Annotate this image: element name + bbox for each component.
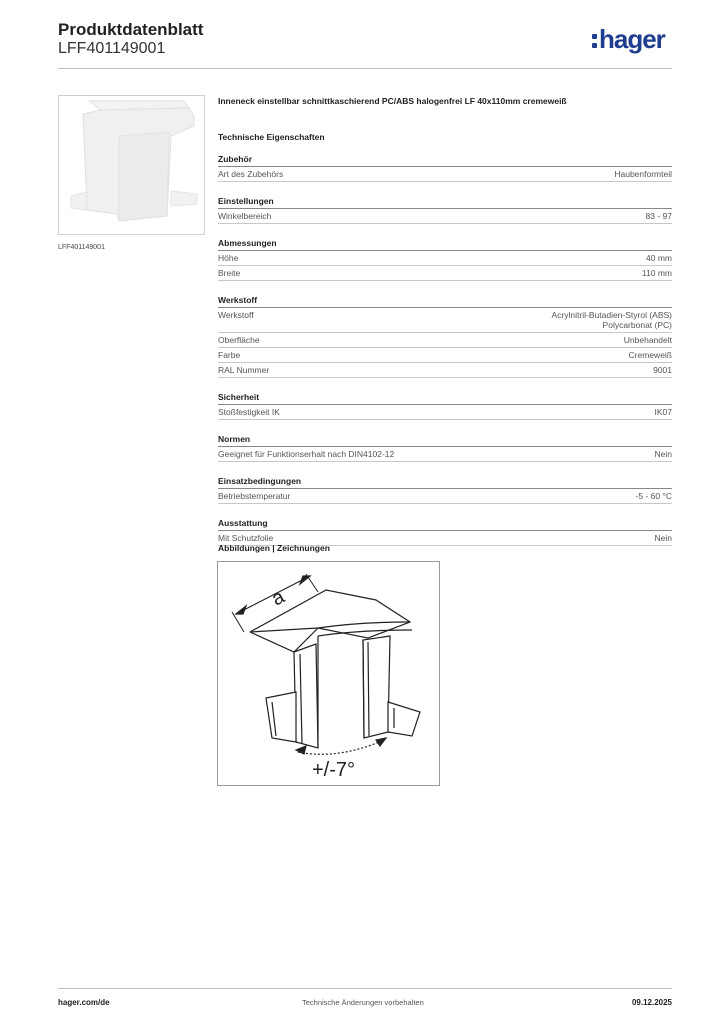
property-label: Winkelbereich [218,211,272,221]
property-value: Nein [654,449,672,459]
drawings-heading: Abbildungen | Zeichnungen [218,543,330,553]
hager-logo [592,24,676,54]
section [218,295,672,378]
section-title: Zubehör [218,154,252,164]
section [218,476,672,504]
section [218,434,672,462]
property-sections [218,154,672,546]
section-title: Abmessungen [218,238,277,248]
property-value: 40 mm [646,253,672,263]
property-row [218,266,672,281]
section [218,518,672,546]
property-label: Höhe [218,253,239,263]
section [218,392,672,420]
tech-properties-heading: Technische Eigenschaften [218,132,325,142]
property-row [218,333,672,348]
property-row [218,363,672,378]
article-number: LFF401149001 [58,40,166,57]
section-title: Sicherheit [218,392,260,402]
logo-dots-icon [592,34,597,52]
angle-label: +/-7° [312,759,356,781]
property-value: IK07 [654,407,672,417]
property-label: Oberfläche [218,335,260,345]
photo-caption: LFF401149001 [58,244,105,251]
footer-notice: Technische Änderungen vorbehalten [302,998,424,1007]
section-title: Einsatzbedingungen [218,476,302,486]
property-row [218,251,672,266]
property-label: Farbe [218,350,241,360]
property-label: Geeignet für Funktionserhalt nach DIN4102-12 [218,449,395,459]
property-value: Acrylnitril-Butadien-Styrol (ABS) Polycarbonat (PC) [551,310,672,330]
property-row [218,447,672,462]
property-value: 110 mm [641,268,672,278]
footer-website: hager.com/de [58,998,110,1007]
property-row [218,348,672,363]
product-description: Inneneck einstellbar schnittkaschierend PC/ABS halogenfrei LF 40x110mm cremeweiß [218,96,567,106]
property-row [218,209,672,224]
properties-panel [218,96,672,546]
section-title: Einstellungen [218,196,274,206]
section [218,196,672,224]
header-divider [58,68,672,69]
page-title: Produktdatenblatt [58,20,204,39]
dimension-label: a [268,585,289,611]
property-row [218,405,672,420]
footer-date: 09.12.2025 [631,998,672,1007]
property-row [218,167,672,182]
product-photo [58,95,205,235]
property-label: Betriebstemperatur [218,491,291,501]
property-value: -5 - 60 °C [635,491,672,501]
property-label: Mit Schutzfolie [218,533,274,543]
technical-drawing [217,561,440,786]
property-value: Haubenformteil [614,169,672,179]
property-value: Nein [654,533,672,543]
property-label: Breite [218,268,241,278]
property-value: Unbehandelt [623,335,672,345]
section [218,154,672,182]
property-row [218,308,672,333]
section-title: Normen [218,434,251,444]
property-label: RAL Nummer [218,365,270,375]
section-title: Werkstoff [218,295,258,305]
logo-wordmark: hager [599,24,665,54]
property-value: 83 - 97 [645,211,672,221]
property-value: Cremeweiß [628,350,672,360]
footer-divider [58,988,672,989]
section [218,238,672,281]
property-label: Stoßfestigkeit IK [218,407,280,417]
property-label: Werkstoff [218,310,254,320]
property-value: 9001 [653,365,672,375]
section-title: Ausstattung [218,518,268,528]
property-label: Art des Zubehörs [218,169,284,179]
property-row [218,489,672,504]
